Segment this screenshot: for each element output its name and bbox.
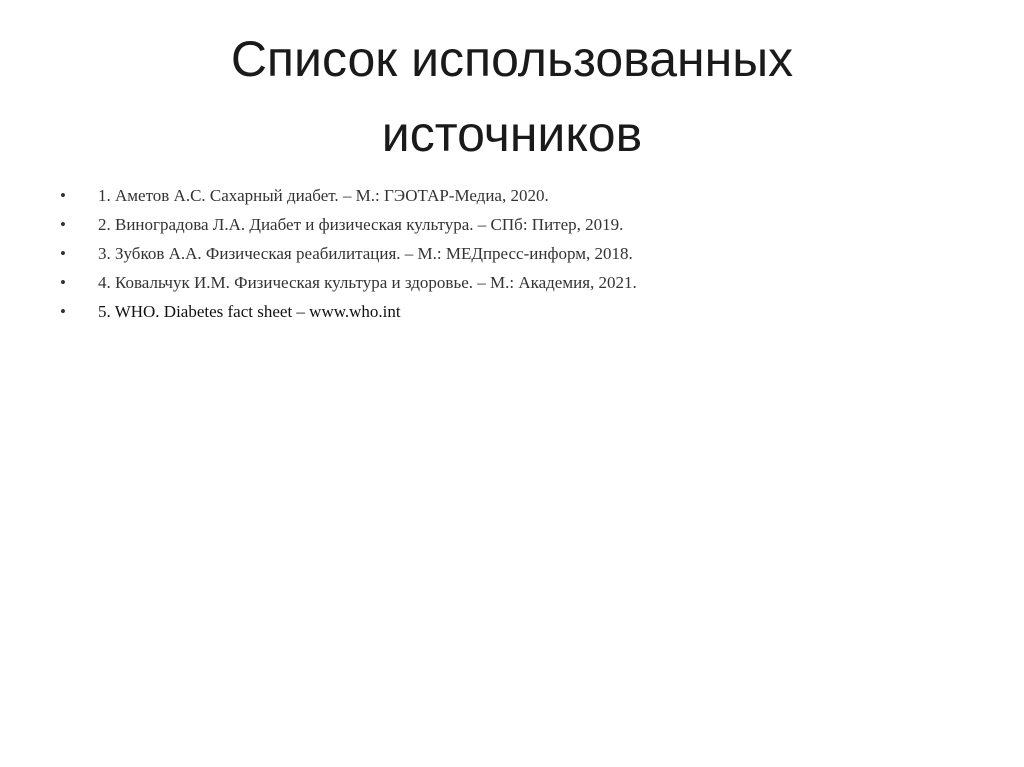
reference-text: 1. Аметов А.С. Сахарный диабет. – М.: ГЭОТАР-Медиа, 2020. [98,186,549,205]
slide-title-line-2: источников [381,106,643,162]
reference-item [60,268,960,297]
bullet-icon: • [60,244,66,263]
reference-text: 4. Ковальчук И.М. Физическая культура и здоровье. – М.: Академия, 2021. [98,273,637,292]
reference-text: 5. WHO. Diabetes fact sheet – www.who.int [98,302,401,321]
reference-item [60,239,960,268]
reference-item [60,297,960,326]
reference-list [60,181,960,326]
slide-title [70,22,954,172]
slide-title-line-1: Список использованных [230,31,794,87]
bullet-icon: • [60,215,66,234]
bullet-icon: • [60,302,66,321]
reference-text: 2. Виноградова Л.А. Диабет и физическая культура. – СПб: Питер, 2019. [98,215,624,234]
reference-item [60,181,960,210]
bullet-icon: • [60,186,66,205]
reference-text: 3. Зубков А.А. Физическая реабилитация. – М.: МЕДпресс-информ, 2018. [98,244,633,263]
bullet-icon: • [60,273,66,292]
reference-item [60,210,960,239]
